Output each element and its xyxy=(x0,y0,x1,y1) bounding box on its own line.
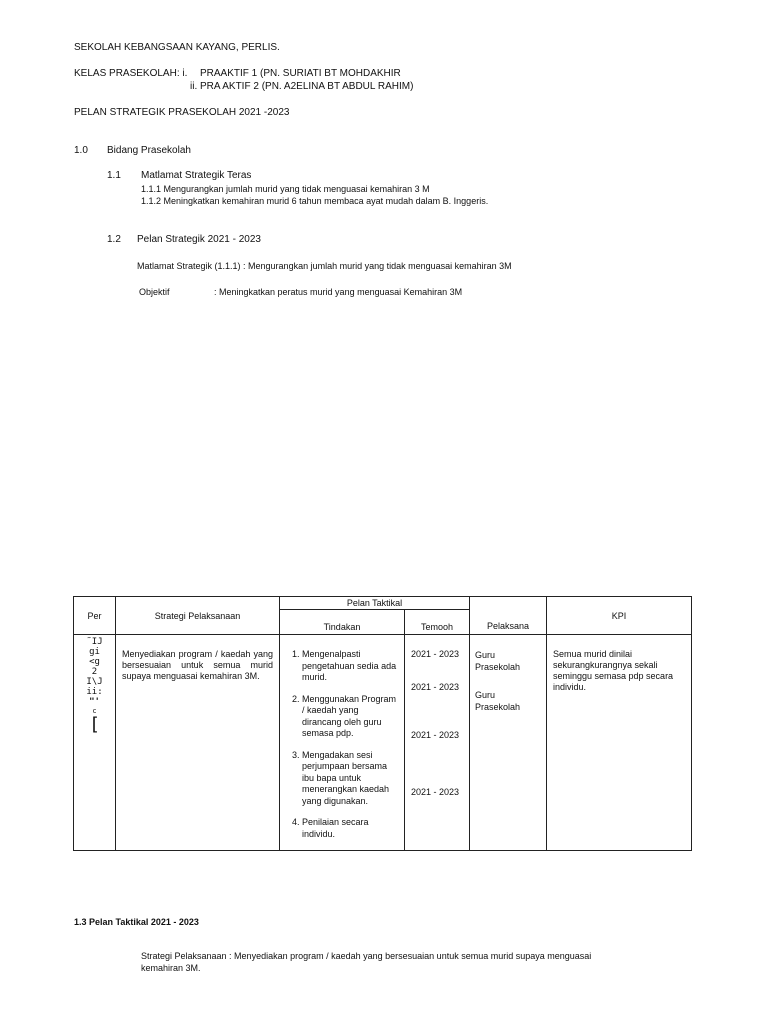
tindakan-list xyxy=(280,635,404,840)
pelaksana-cell xyxy=(470,635,547,851)
pelaksana-item: Guru Prasekolah xyxy=(475,690,521,712)
class-label: KELAS PRASEKOLAH: i. xyxy=(74,68,188,79)
header-tindakan: Tindakan xyxy=(280,610,405,635)
per-noise-5: I\J xyxy=(86,677,103,687)
section-1-3-strategi-line-1: Strategi Pelaksanaan : Menyediakan program / kaedah yang bersesuaian untuk semua murid supaya menguasai xyxy=(141,951,592,961)
per-noise-9: [ xyxy=(89,714,100,735)
per-cell xyxy=(74,635,116,851)
section-1-3-strategi-line-2: kemahiran 3M. xyxy=(141,963,201,973)
tindakan-item: 2. Menggunakan Program / kaedah yang dirancang oleh guru semasa pdp. xyxy=(302,694,400,740)
class-1: PRAAKTIF 1 (PN. SURIATI BT MOHDAKHIR xyxy=(200,68,401,79)
goal-item-1: 1.1.1 Mengurangkan jumlah murid yang tidak menguasai kemahiran 3 M xyxy=(141,184,430,194)
pelaksana-item: Guru Prasekolah xyxy=(475,650,521,672)
per-noise-2: gi xyxy=(89,647,100,657)
section-1-3-title: 1.3 Pelan Taktikal 2021 - 2023 xyxy=(74,917,199,927)
temooh-item: 2021 - 2023 xyxy=(411,730,460,740)
tindakan-item: 4. Penilaian secara individu. xyxy=(302,817,400,840)
school-name: SEKOLAH KEBANGSAAN KAYANG, PERLIS. xyxy=(74,42,280,53)
tactical-plan-table xyxy=(73,596,692,851)
kpi-cell: Semua murid dinilai sekurangkurangnya sekali seminggu semasa pdp secara individu. xyxy=(547,635,692,851)
header-pelaksana: Pelaksana xyxy=(470,597,547,635)
section-1-1-num: 1.1 xyxy=(107,170,121,181)
per-noise-1: ˜IJ xyxy=(86,637,103,647)
plan-title: PELAN STRATEGIK PRASEKOLAH 2021 -2023 xyxy=(74,107,290,118)
section-1-title: Bidang Prasekolah xyxy=(107,145,191,156)
temooh-cell xyxy=(405,635,470,851)
class-2: ii. PRA AKTIF 2 (PN. A2ELINA BT ABDUL RAHIM) xyxy=(190,81,414,92)
objektif-value: : Meningkatkan peratus murid yang menguasai Kemahiran 3M xyxy=(214,287,463,297)
section-1-num: 1.0 xyxy=(74,145,88,156)
temooh-item: 2021 - 2023 xyxy=(411,787,460,797)
temooh-item: 2021 - 2023 xyxy=(411,649,460,659)
header-temooh: Temooh xyxy=(405,610,470,635)
header-pelan-taktikal: Pelan Taktikal xyxy=(280,597,470,610)
section-1-1-title: Matlamat Strategik Teras xyxy=(141,170,252,181)
section-1-2-num: 1.2 xyxy=(107,234,121,245)
per-noise-6: ii: xyxy=(86,687,103,697)
tindakan-item: 1. Mengenalpasti pengetahuan sedia ada murid. xyxy=(302,649,400,684)
header-strategi: Strategi Pelaksanaan xyxy=(116,597,280,635)
per-noise-8: c xyxy=(92,707,97,715)
goal-item-2: 1.1.2 Meningkatkan kemahiran murid 6 tahun membaca ayat mudah dalam B. Inggeris. xyxy=(141,196,489,206)
section-1-2-title: Pelan Strategik 2021 - 2023 xyxy=(137,234,261,245)
strategi-cell: Menyediakan program / kaedah yang bersesuaian untuk semua murid supaya menguasai kemahiran 3M. xyxy=(116,635,280,851)
per-noise-4: 2 xyxy=(91,667,98,677)
objektif-label: Objektif xyxy=(139,287,170,297)
matlamat-line: Matlamat Strategik (1.1.1) : Mengurangkan jumlah murid yang tidak menguasai kemahiran 3M xyxy=(137,261,512,271)
header-kpi: KPI xyxy=(547,597,692,635)
per-noise-7: "' xyxy=(89,697,100,707)
tindakan-item: 3. Mengadakan sesi perjumpaan bersama ibu bapa untuk menerangkan kaedah yang digunakan. xyxy=(302,750,400,808)
temooh-item: 2021 - 2023 xyxy=(411,682,460,692)
header-per: Per xyxy=(74,597,116,635)
per-noise-3: <g xyxy=(89,657,100,667)
